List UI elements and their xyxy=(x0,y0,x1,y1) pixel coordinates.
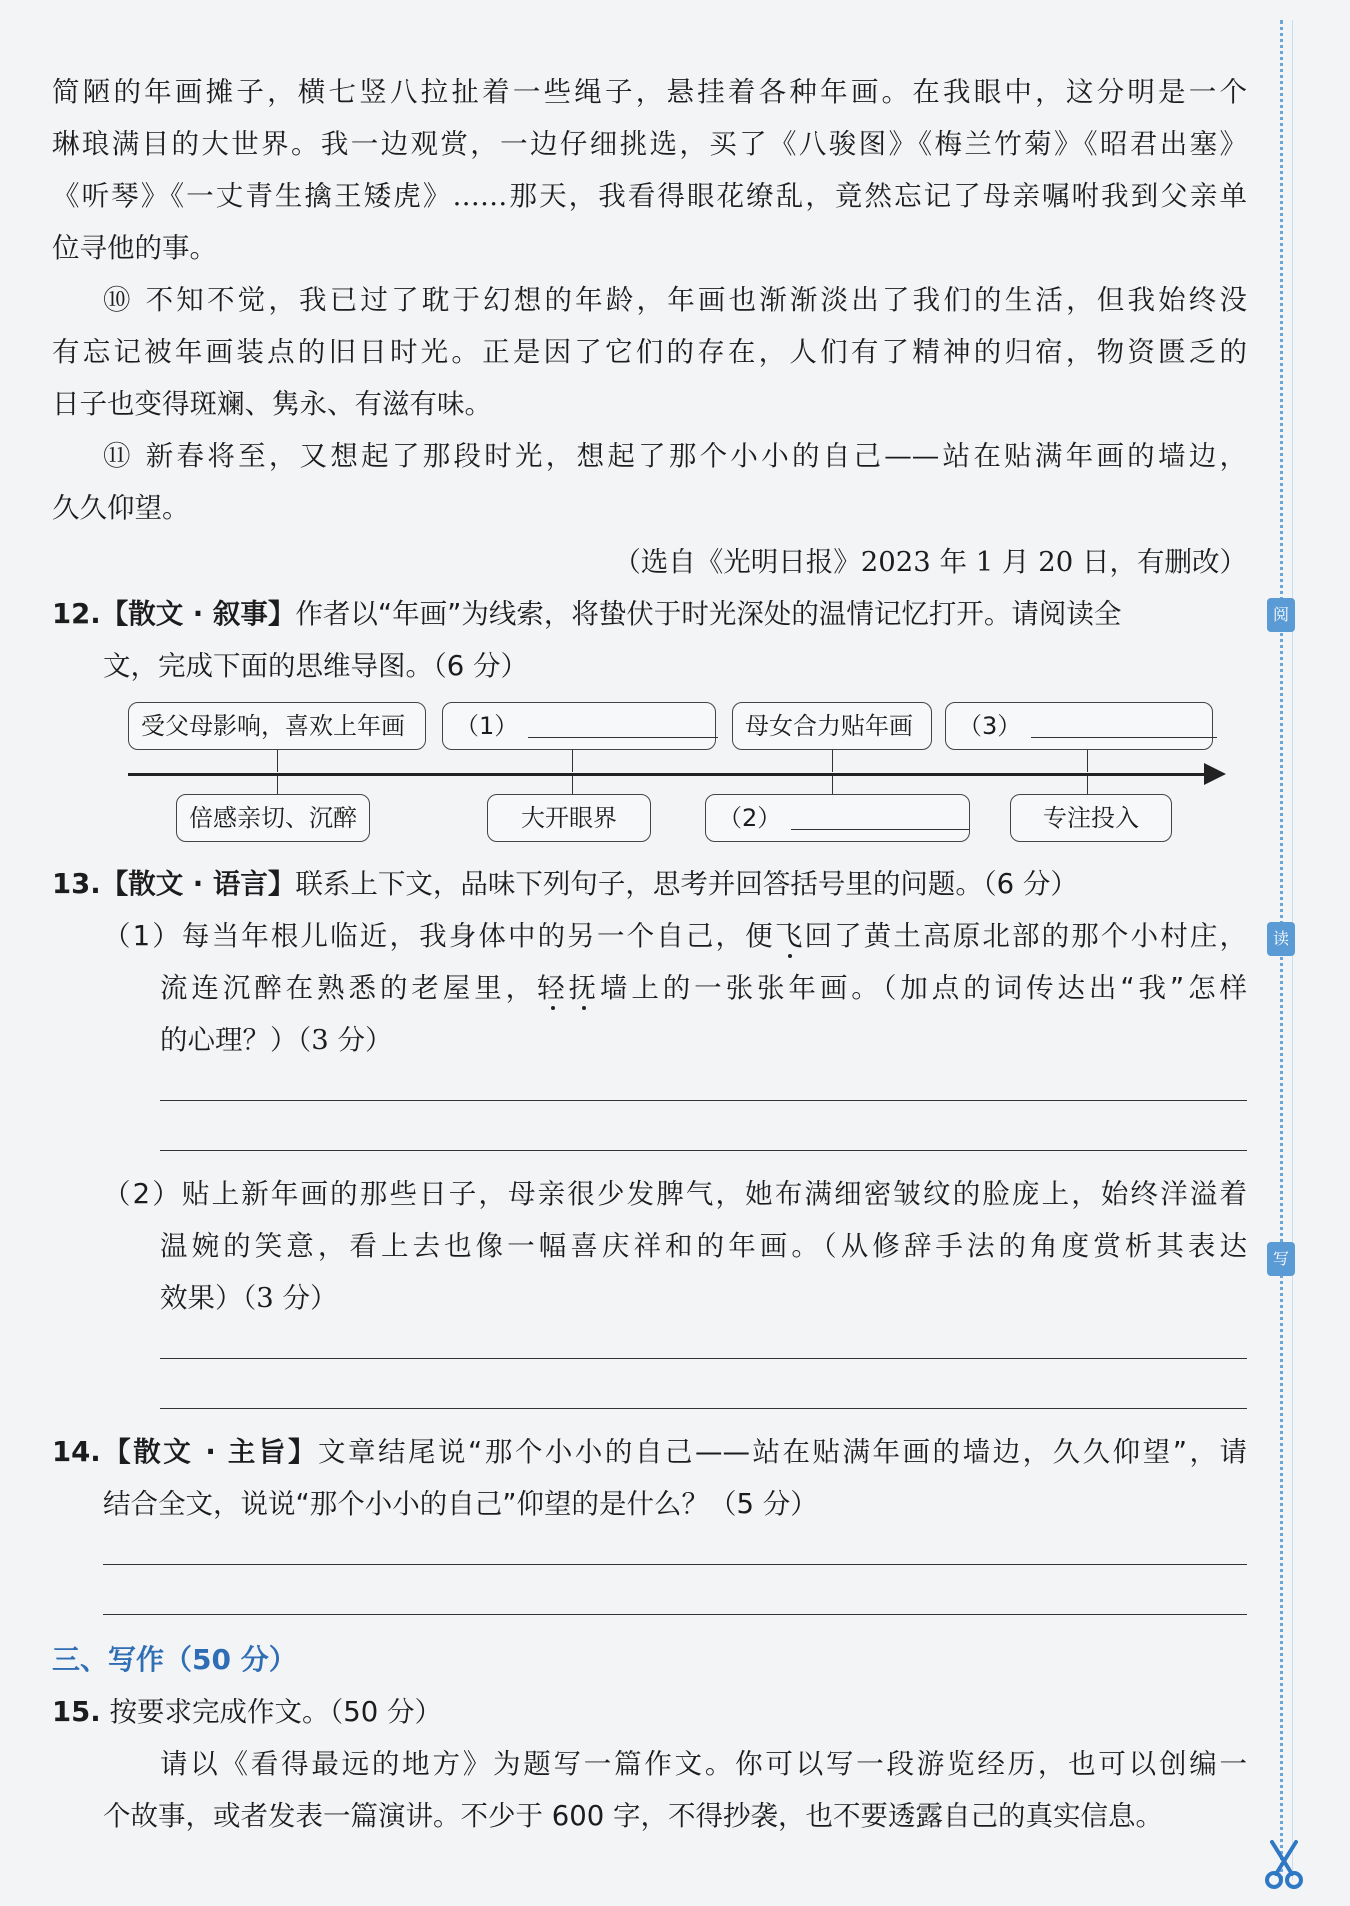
mindmap-node: 母女合力贴年画 xyxy=(732,702,932,750)
subquestion-2-line: 温婉的笑意，看上去也像一幅喜庆祥和的年画。（从修辞手法的角度赏析其表达 xyxy=(160,1230,1247,1262)
question-15 xyxy=(52,1692,1247,1732)
connector xyxy=(1087,776,1088,794)
sentence-text: （1）每当年根儿临近，我身体中的另一个自己，便 xyxy=(103,920,775,952)
essay-prompt: 个故事，或者发表一篇演讲。不少于 600 字，不得抄袭，也不要透露自己的真实信息。 xyxy=(103,1800,1163,1832)
dotted-word: 轻 xyxy=(537,972,569,1004)
passage-line: 琳琅满目的大世界。我一边观赏，一边仔细挑选，买了《八骏图》《梅兰竹菊》《昭君出塞》 xyxy=(52,128,1247,160)
passage-line: 久久仰望。 xyxy=(52,492,190,524)
answer-line[interactable] xyxy=(160,1100,1247,1101)
mindmap-node: 大开眼界 xyxy=(487,794,651,842)
margin-tab: 写 xyxy=(1267,1242,1295,1276)
passage-line: 日子也变得斑斓、隽永、有滋有味。 xyxy=(52,388,492,420)
mindmap-node: 倍感亲切、沉醉 xyxy=(176,794,370,842)
connector xyxy=(1087,750,1088,772)
connector xyxy=(572,750,573,772)
dotted-word: 抚 xyxy=(568,972,600,1004)
connector xyxy=(832,750,833,772)
section-title: 三、写作（50 分） xyxy=(52,1643,297,1676)
subquestion-1 xyxy=(103,916,1247,956)
margin-tab: 读 xyxy=(1267,922,1295,956)
question-12 xyxy=(52,594,1247,634)
passage-line: 《听琴》《一丈青生擒王矮虎》……那天，我看得眼花缭乱，竟然忘记了母亲嘱咐我到父亲单 xyxy=(52,180,1247,212)
question-tag: 【散文 · 语言】 xyxy=(100,868,296,900)
essay-prompt: 请以《看得最远的地方》为题写一篇作文。你可以写一段游览经历，也可以创编一 xyxy=(160,1748,1247,1780)
paragraph-10: ⑩ 不知不觉，我已过了耽于幻想的年龄，年画也渐渐淡出了我们的生活，但我始终没 xyxy=(103,284,1247,316)
connector xyxy=(832,776,833,794)
dotted-word: 飞 xyxy=(774,920,805,952)
passage-source: （选自《光明日报》2023 年 1 月 20 日，有删改） xyxy=(613,546,1247,578)
question-number: 14. xyxy=(52,1436,101,1468)
question-text: 作者以“年画”为线索，将蛰伏于时光深处的温情记忆打开。请阅读全 xyxy=(295,598,1122,630)
subquestion-1-prompt: 的心理？）（3 分） xyxy=(160,1024,393,1056)
connector xyxy=(277,776,278,794)
question-number: 12. xyxy=(52,598,101,630)
answer-line[interactable] xyxy=(103,1614,1247,1615)
passage-line: 位寻他的事。 xyxy=(52,232,217,264)
question-text: 结合全文，说说“那个小小的自己”仰望的是什么？（5 分） xyxy=(103,1488,818,1520)
answer-blank[interactable] xyxy=(1031,707,1217,738)
margin-tab: 阅 xyxy=(1267,598,1295,632)
blank-label: （2） xyxy=(718,804,782,832)
question-14 xyxy=(52,1432,1247,1472)
passage-line: 简陋的年画摊子，横七竖八拉扯着一些绳子，悬挂着各种年画。在我眼中，这分明是一个 xyxy=(52,76,1247,108)
answer-line[interactable] xyxy=(160,1408,1247,1409)
question-number: 15. xyxy=(52,1696,101,1728)
answer-line[interactable] xyxy=(160,1358,1247,1359)
question-number: 13. xyxy=(52,868,101,900)
connector xyxy=(572,776,573,794)
question-text: 文章结尾说“那个小小的自己——站在贴满年画的墙边，久久仰望”，请 xyxy=(317,1436,1247,1468)
passage-line: 有忘记被年画装点的旧日时光。正是因了它们的存在，人们有了精神的归宿，物资匮乏的 xyxy=(52,336,1247,368)
question-tag: 【散文 · 叙事】 xyxy=(100,598,296,630)
mindmap-node: 受父母影响，喜欢上年画 xyxy=(128,702,426,750)
mindmap-blank-2[interactable] xyxy=(705,794,970,842)
question-text: 按要求完成作文。（50 分） xyxy=(109,1696,442,1728)
timeline-axis xyxy=(128,773,1208,776)
connector xyxy=(277,750,278,772)
mindmap-blank-1[interactable] xyxy=(442,702,716,750)
subquestion-1-line xyxy=(160,968,1247,1008)
subquestion-2: （2）贴上新年画的那些日子，母亲很少发脾气，她布满细密皱纹的脸庞上，始终洋溢着 xyxy=(103,1178,1247,1210)
blank-label: （1） xyxy=(455,712,519,740)
question-13 xyxy=(52,864,1247,904)
mindmap-node: 专注投入 xyxy=(1010,794,1172,842)
blank-label: （3） xyxy=(958,712,1022,740)
question-tag: 【散文 · 主旨】 xyxy=(100,1436,318,1468)
mindmap-blank-3[interactable] xyxy=(945,702,1213,750)
answer-blank[interactable] xyxy=(528,707,718,738)
paragraph-11: ⑪ 新春将至，又想起了那段时光，想起了那个小小的自己——站在贴满年画的墙边， xyxy=(103,440,1247,472)
sentence-text: 墙上的一张张年画。（加点的词传达出“我”怎样 xyxy=(599,972,1247,1004)
answer-line[interactable] xyxy=(103,1564,1247,1565)
scissors-icon xyxy=(1262,1840,1306,1890)
sentence-text: 回了黄土高原北部的那个小村庄， xyxy=(804,920,1248,952)
question-text: 文，完成下面的思维导图。（6 分） xyxy=(103,650,528,682)
sentence-text: 流连沉醉在熟悉的老屋里， xyxy=(160,972,538,1004)
question-text: 联系上下文，品味下列句子，思考并回答括号里的问题。（6 分） xyxy=(295,868,1078,900)
timeline-arrowhead xyxy=(1204,763,1226,785)
subquestion-2-prompt: 效果）（3 分） xyxy=(160,1282,338,1314)
answer-line[interactable] xyxy=(160,1150,1247,1151)
answer-blank[interactable] xyxy=(791,799,969,830)
